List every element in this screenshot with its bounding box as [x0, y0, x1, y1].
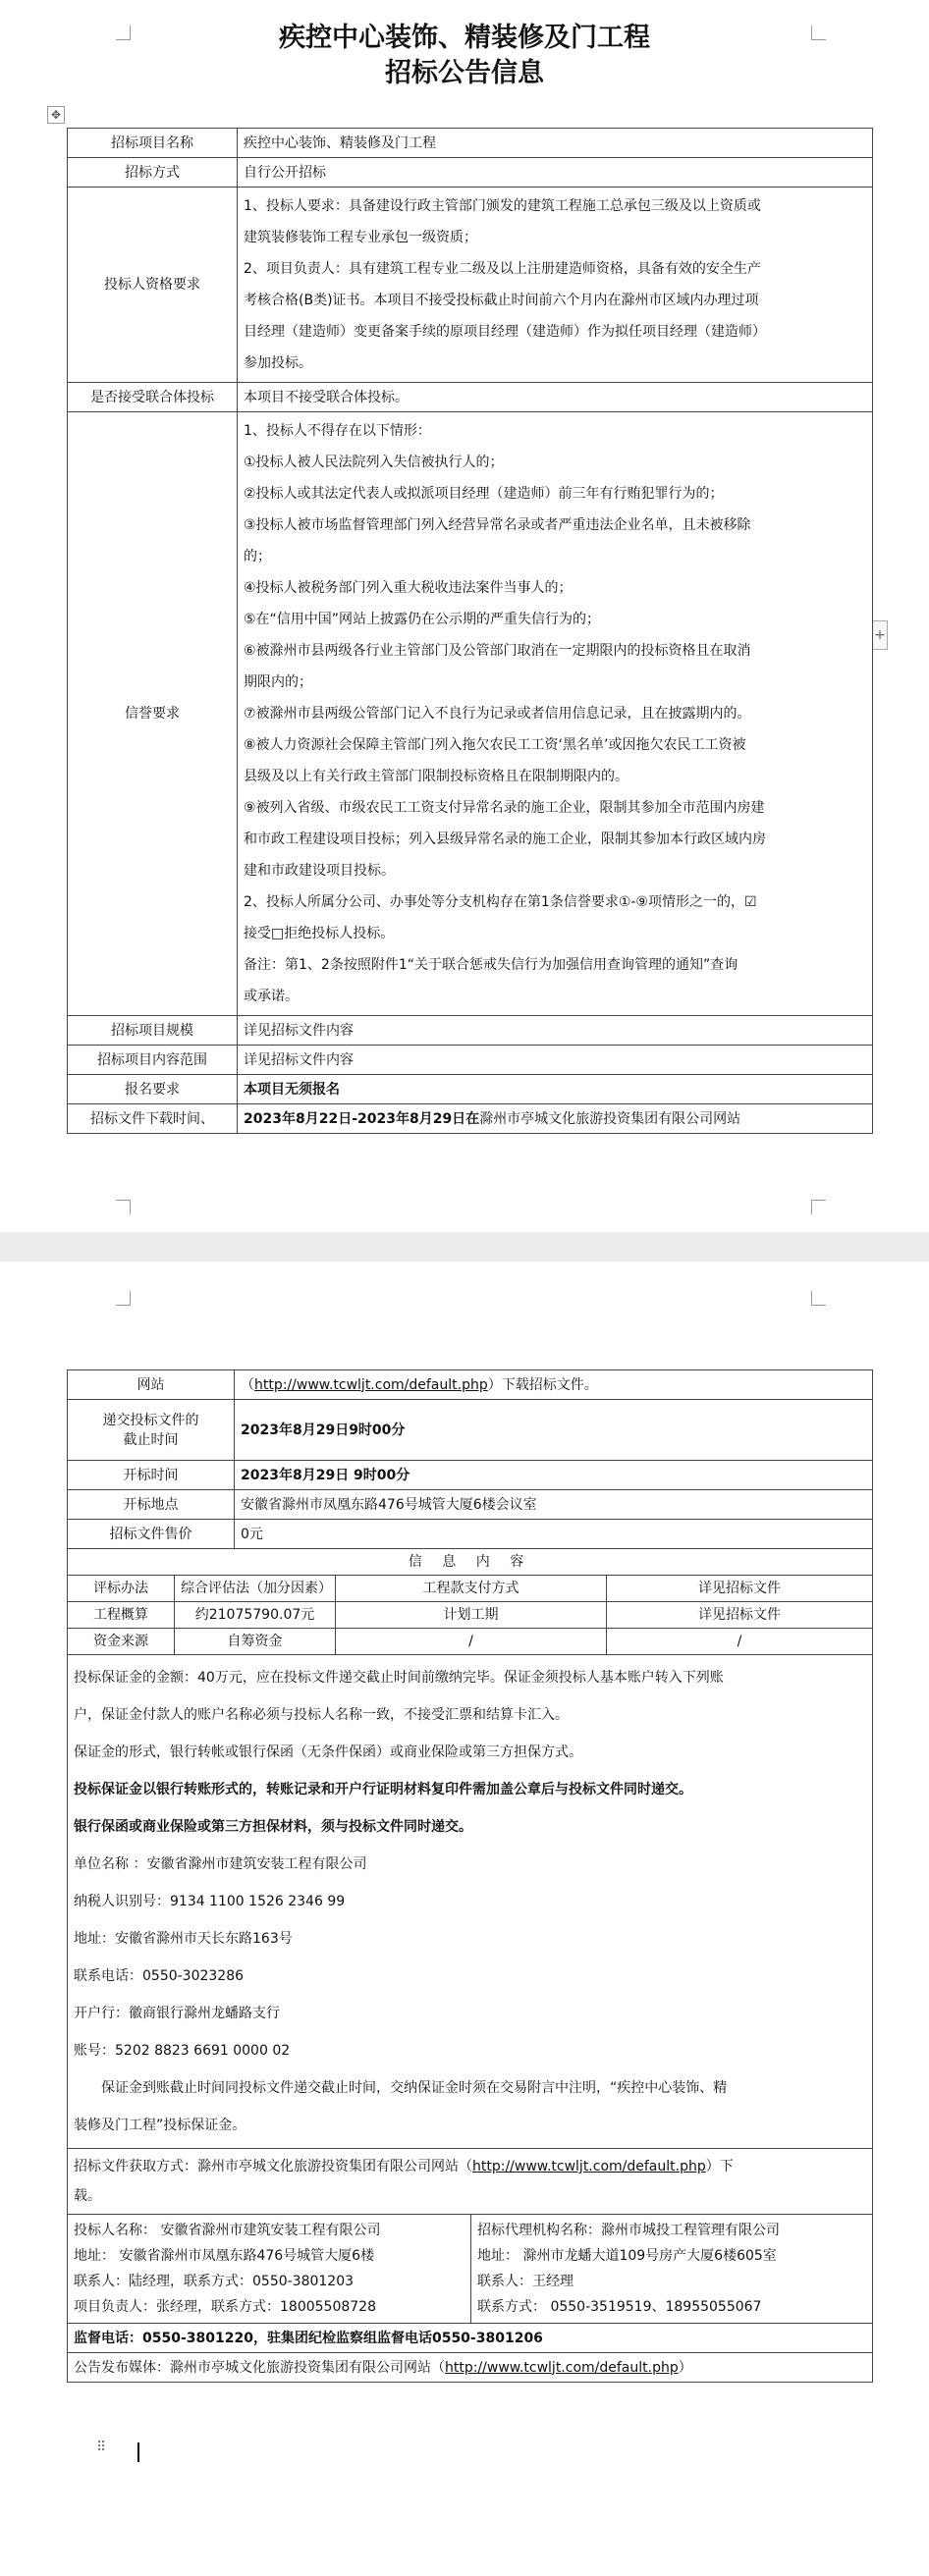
agency-contact [471, 2215, 873, 2324]
qualification-label: 投标人资格要求 [68, 188, 238, 383]
contact-line: 项目负责人：张经理，联系方式：18005508728 [74, 2299, 376, 2315]
grid-cell: 详见招标文件 [607, 1576, 873, 1602]
site-label: 网站 [68, 1370, 235, 1400]
qualification-line: 1、投标人要求：具备建设行政主管部门颁发的建筑工程施工总承包三级及以上资质或 [244, 198, 761, 214]
contact-line: 招标代理机构名称：滁州市城投工程管理有限公司 [477, 2223, 780, 2238]
deposit-section [68, 1655, 873, 2149]
deposit-line: 户，保证金付款人的账户名称必须与投标人名称一致，不接受汇票和结算卡汇入。 [74, 1707, 569, 1723]
credit-line: ⑧被人力资源社会保障主管部门列入拖欠农民工工资‘黑名单’或因拖欠农民工工资被 [244, 737, 746, 753]
credit-label: 信誉要求 [68, 412, 238, 1016]
qualification-line: 2、项目负责人：具有建筑工程专业二级及以上注册建造师资格，具备有效的安全生产 [244, 261, 761, 277]
deposit-line: 投标保证金的金额：40万元，应在投标文件递交截止时间前缴纳完毕。保证金须投标人基本账户转入下列账 [74, 1670, 724, 1686]
payee-bank: 开户行：徽商银行滁州龙蟠路支行 [74, 2006, 280, 2021]
tender-info-table [67, 128, 873, 1134]
contact-line: 投标人名称： 安徽省滁州市建筑安装工程有限公司 [74, 2223, 381, 2238]
page-corner-mark [116, 1200, 131, 1214]
payee-account: 账号：5202 8823 6691 0000 02 [74, 2043, 291, 2059]
media-text: 公告发布媒体：滁州市亭城文化旅游投资集团有限公司网站（ [74, 2359, 445, 2376]
method-value: 自行公开招标 [238, 158, 873, 188]
page-corner-mark [116, 1291, 131, 1306]
site-link[interactable]: http://www.tcwljt.com/default.php [254, 1376, 488, 1393]
media-link[interactable]: http://www.tcwljt.com/default.php [445, 2359, 679, 2376]
price-value: 0元 [235, 1520, 873, 1549]
deposit-form: 保证金的形式，银行转帐或银行保函（无条件保函）或商业保险或第三方担保方式。 [74, 1744, 582, 1760]
page-corner-mark [811, 1200, 826, 1214]
credit-line: ⑨被列入省级、市级农民工工资支付异常名录的施工企业，限制其参加全市范围内房建 [244, 800, 765, 816]
credit-line: 建和市政建设项目投标。 [244, 863, 395, 879]
qualification-text [238, 188, 873, 383]
credit-line: 期限内的； [244, 674, 312, 690]
credit-line: 2、投标人所属分公司、办事处等分支机构存在第1条信誉要求①-⑨项情形之一的，☑ [244, 894, 757, 910]
media-row [68, 2353, 873, 2383]
contact-line: 联系人：陆经理，联系方式：0550-3801203 [74, 2274, 355, 2289]
project-name-label: 招标项目名称 [68, 129, 238, 158]
tender-info-table-continued [67, 1369, 873, 2383]
register-value: 本项目无须报名 [238, 1075, 873, 1104]
grid-cell: / [336, 1629, 607, 1655]
deposit-note: 保证金到账截止时间同投标文件递交截止时间，交纳保证金时须在交易附言中注明，“疾控中心装饰、精 [101, 2080, 728, 2096]
get-docs-row [68, 2149, 873, 2215]
table-move-handle-icon[interactable]: ✥ [47, 106, 65, 124]
grid-cell: 综合评估法（加分因素） [175, 1576, 336, 1602]
media-text: ） [678, 2359, 692, 2376]
credit-line: 接受□拒绝投标人投标。 [244, 926, 395, 941]
open-place-value: 安徽省滁州市凤凰东路476号城管大厦6楼会议室 [235, 1490, 873, 1520]
submit-label-line: 递交投标文件的 [102, 1412, 199, 1428]
qualification-line: 参加投标。 [244, 355, 312, 371]
document-page-1 [0, 0, 929, 1232]
scope-label: 招标项目内容范围 [68, 1046, 238, 1075]
credit-line: 县级及以上有关行政主管部门限制投标资格且在限制期限内的。 [244, 769, 628, 784]
price-label: 招标文件售价 [68, 1520, 235, 1549]
download-label: 招标文件下载时间、 [68, 1104, 238, 1134]
credit-text [238, 412, 873, 1016]
open-place-label: 开标地点 [68, 1490, 235, 1520]
method-label: 招标方式 [68, 158, 238, 188]
qualification-line: 目经理（建造师）变更备案手续的原项目经理（建造师）作为拟任项目经理（建造师） [244, 324, 766, 340]
get-docs-text: 招标文件获取方式：滁州市亭城文化旅游投资集团有限公司网站（ [74, 2159, 472, 2174]
qualification-line: 考核合格(B类)证书。本项目不接受投标截止时间前六个月内在滁州市区域内办理过项 [244, 293, 759, 308]
contact-line: 地址： 滁州市龙蟠大道109号房产大厦6楼605室 [477, 2248, 777, 2264]
download-site: 滁州市亭城文化旅游投资集团有限公司网站 [479, 1110, 741, 1127]
download-value [238, 1104, 873, 1134]
grid-cell: 计划工期 [336, 1602, 607, 1629]
credit-line: ⑤在“信用中国”网站上披露仍在公示期的严重失信行为的； [244, 612, 601, 627]
credit-line: 备注：第1、2条按照附件1“关于联合惩戒失信行为加强信用查询管理的通知”查询 [244, 957, 738, 973]
payee-address: 地址：安徽省滁州市天长东路163号 [74, 1931, 293, 1947]
document-page-2 [0, 1261, 929, 2576]
info-section-header: 信 息 内 容 [68, 1549, 873, 1576]
deposit-note: 装修及门工程”投标保证金。 [74, 2118, 246, 2133]
credit-line: 1、投标人不得存在以下情形： [244, 423, 431, 439]
grid-cell: 评标办法 [68, 1576, 175, 1602]
payee-phone: 联系电话：0550-3023286 [74, 1968, 245, 1984]
page-title-line-1: 疾控中心装饰、精装修及门工程 [279, 23, 650, 53]
open-time-value: 2023年8月29日 9时00分 [235, 1461, 873, 1490]
submit-deadline-label [68, 1400, 235, 1461]
grid-cell: / [607, 1629, 873, 1655]
submit-label-line: 截止时间 [123, 1431, 179, 1448]
project-name-value: 疾控中心装饰、精装修及门工程 [238, 129, 873, 158]
register-label: 报名要求 [68, 1075, 238, 1104]
credit-line: ④投标人被税务部门列入重大税收违法案件当事人的； [244, 580, 573, 596]
scale-label: 招标项目规模 [68, 1016, 238, 1046]
get-docs-text: ）下 [705, 2159, 734, 2174]
credit-line: ①投标人被人民法院列入失信被执行人的； [244, 455, 504, 470]
contact-line: 联系人：王经理 [477, 2274, 574, 2289]
drag-handle-icon[interactable]: ⠿ [96, 2440, 107, 2455]
credit-line: ⑥被滁州市县两级各行业主管部门及公管部门取消在一定期限内的投标资格且在取消 [244, 643, 751, 659]
qualification-line: 建筑装修装饰工程专业承包一级资质； [244, 230, 477, 245]
credit-line: 的； [244, 549, 271, 564]
grid-cell: 详见招标文件 [607, 1602, 873, 1629]
deposit-bold-note: 银行保函或商业保险或第三方担保材料，须与投标文件同时递交。 [74, 1819, 472, 1835]
grid-cell: 工程款支付方式 [336, 1576, 607, 1602]
union-label: 是否接受联合体投标 [68, 383, 238, 412]
grid-cell: 工程概算 [68, 1602, 175, 1629]
site-suffix: ）下载招标文件。 [487, 1376, 598, 1393]
scope-value: 详见招标文件内容 [238, 1046, 873, 1075]
credit-line: 和市政工程建设项目投标；列入县级异常名录的施工企业，限制其参加本行政区域内房 [244, 832, 766, 847]
grid-cell: 资金来源 [68, 1629, 175, 1655]
credit-line: 或承诺。 [244, 989, 299, 1004]
deposit-bold-note: 投标保证金以银行转账形式的，转账记录和开户行证明材料复印件需加盖公章后与投标文件同时递交。 [74, 1782, 692, 1798]
get-docs-text: 载。 [74, 2188, 101, 2204]
supervise-phone: 监督电话：0550-3801220，驻集团纪检监察组监督电话0550-3801206 [68, 2324, 873, 2353]
credit-line: ⑦被滁州市县两级公管部门记入不良行为记录或者信用信息记录，且在披露期内的。 [244, 706, 751, 722]
site-prefix: （ [241, 1376, 254, 1393]
credit-line: ②投标人或其法定代表人或拟派项目经理（建造师）前三年有行贿犯罪行为的； [244, 486, 724, 502]
get-docs-link[interactable]: http://www.tcwljt.com/default.php [472, 2159, 706, 2174]
open-time-label: 开标时间 [68, 1461, 235, 1490]
submit-deadline-value: 2023年8月29日9时00分 [235, 1400, 873, 1461]
contact-line: 联系方式： 0550-3519519、18955055067 [477, 2299, 762, 2315]
bidder-contact [68, 2215, 471, 2324]
grid-cell: 自筹资金 [175, 1629, 336, 1655]
scale-value: 详见招标文件内容 [238, 1016, 873, 1046]
contact-line: 地址： 安徽省滁州市凤凰东路476号城管大厦6楼 [74, 2248, 375, 2264]
credit-line: ③投标人被市场监督管理部门列入经营异常名录或者严重违法企业名单，且未被移除 [244, 517, 751, 533]
payee-tax-id: 纳税人识别号：9134 1100 1526 2346 99 [74, 1894, 346, 1909]
text-cursor [137, 2442, 139, 2462]
download-date: 2023年8月22日-2023年8月29日在 [244, 1110, 480, 1127]
site-value [235, 1370, 873, 1400]
add-column-icon[interactable]: + [872, 620, 888, 650]
page-title-line-2: 招标公告信息 [385, 58, 544, 88]
page-corner-mark [811, 1291, 826, 1306]
grid-cell: 约21075790.07元 [175, 1602, 336, 1629]
payee-unit: 单位名称 ：安徽省滁州市建筑安装工程有限公司 [74, 1856, 367, 1872]
union-value: 本项目不接受联合体投标。 [238, 383, 873, 412]
